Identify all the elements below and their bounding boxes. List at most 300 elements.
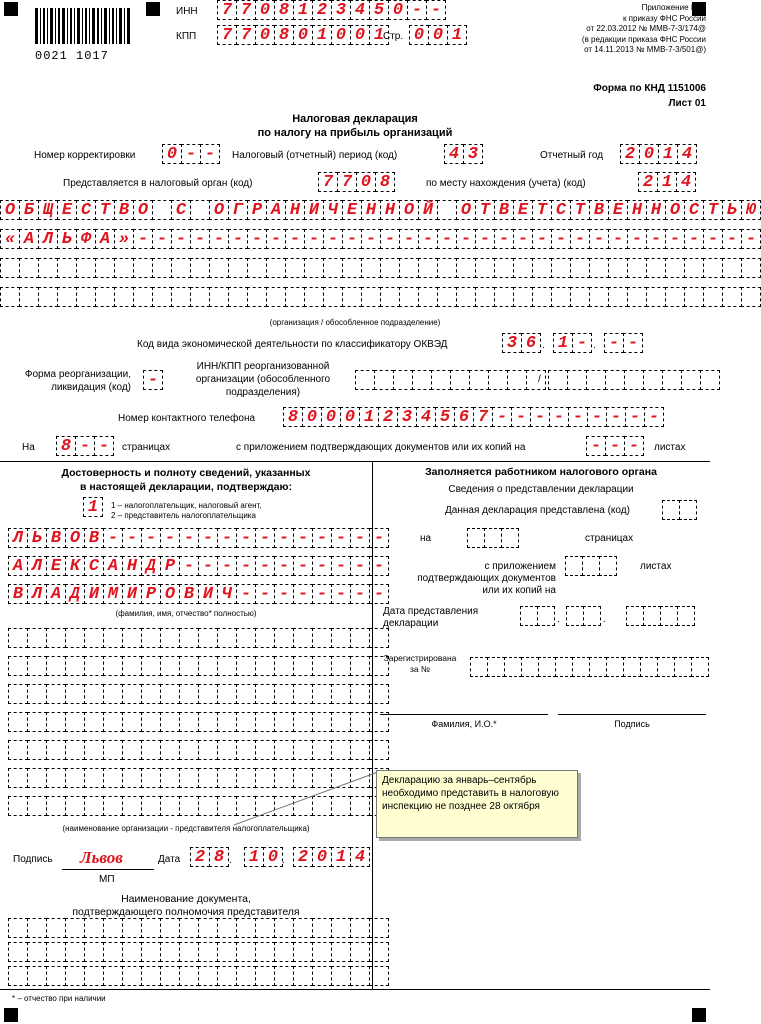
grid-cell[interactable]: - <box>350 556 370 576</box>
grid-cell[interactable] <box>350 918 370 938</box>
on-grid[interactable] <box>467 528 518 548</box>
grid-cell[interactable]: 4 <box>444 144 464 164</box>
grid-cell[interactable]: 4 <box>416 407 436 427</box>
grid-cell[interactable] <box>342 287 362 307</box>
right-date-year[interactable] <box>626 606 694 626</box>
grid-cell[interactable] <box>606 657 624 677</box>
grid-cell[interactable]: С <box>684 200 704 220</box>
grid-cell[interactable]: Л <box>27 556 47 576</box>
grid-cell[interactable]: 0 <box>639 144 659 164</box>
grid-cell[interactable] <box>681 370 701 390</box>
phone-grid[interactable] <box>283 407 663 427</box>
grid-cell[interactable]: Л <box>27 584 47 604</box>
grid-cell[interactable] <box>312 712 332 732</box>
grid-cell[interactable] <box>312 684 332 704</box>
grid-cell[interactable] <box>274 966 294 986</box>
grid-cell[interactable] <box>27 712 47 732</box>
grid-cell[interactable]: Р <box>247 200 267 220</box>
grid-cell[interactable] <box>160 796 180 816</box>
grid-cell[interactable] <box>589 258 609 278</box>
grid-cell[interactable] <box>274 656 294 676</box>
grid-cell[interactable] <box>412 370 432 390</box>
grid-cell[interactable]: 1 <box>244 847 264 867</box>
grid-cell[interactable] <box>475 258 495 278</box>
grid-cell[interactable] <box>605 370 625 390</box>
grid-cell[interactable] <box>677 606 695 626</box>
grid-cell[interactable] <box>526 370 546 390</box>
grid-cell[interactable] <box>513 287 533 307</box>
grid-cell[interactable] <box>190 200 210 220</box>
patronymic-grid[interactable] <box>8 584 388 604</box>
grid-cell[interactable] <box>179 628 199 648</box>
date-year-grid[interactable] <box>293 847 369 867</box>
grid-cell[interactable]: Е <box>46 556 66 576</box>
grid-cell[interactable]: - <box>331 528 351 548</box>
grid-cell[interactable] <box>152 287 172 307</box>
grid-cell[interactable]: - <box>456 229 476 249</box>
grid-cell[interactable]: 7 <box>236 0 256 20</box>
grid-cell[interactable] <box>236 684 256 704</box>
grid-cell[interactable]: Н <box>361 200 381 220</box>
grid-cell[interactable]: - <box>274 584 294 604</box>
grid-cell[interactable] <box>141 740 161 760</box>
grid-cell[interactable]: 5 <box>369 0 389 20</box>
grid-cell[interactable] <box>437 258 457 278</box>
grid-cell[interactable]: - <box>475 229 495 249</box>
grid-cell[interactable]: - <box>312 584 332 604</box>
grid-cell[interactable] <box>538 657 556 677</box>
grid-cell[interactable] <box>236 918 256 938</box>
grid-cell[interactable]: « <box>0 229 20 249</box>
grid-cell[interactable] <box>8 796 28 816</box>
grid-cell[interactable]: 8 <box>283 407 303 427</box>
grid-cell[interactable] <box>369 966 389 986</box>
grid-cell[interactable] <box>46 684 66 704</box>
grid-cell[interactable] <box>65 712 85 732</box>
grid-cell[interactable] <box>350 656 370 676</box>
grid-cell[interactable] <box>228 287 248 307</box>
grid-cell[interactable] <box>304 258 324 278</box>
grid-cell[interactable] <box>589 657 607 677</box>
grid-cell[interactable]: В <box>494 200 514 220</box>
grid-cell[interactable] <box>236 942 256 962</box>
grid-cell[interactable] <box>293 656 313 676</box>
grid-cell[interactable] <box>551 258 571 278</box>
grid-cell[interactable]: В <box>179 584 199 604</box>
grid-cell[interactable]: - <box>551 229 571 249</box>
grid-cell[interactable]: - <box>198 556 218 576</box>
grid-cell[interactable] <box>84 712 104 732</box>
grid-cell[interactable] <box>342 258 362 278</box>
grid-cell[interactable]: - <box>342 229 362 249</box>
grid-cell[interactable] <box>643 606 661 626</box>
grid-cell[interactable] <box>179 918 199 938</box>
grid-cell[interactable] <box>65 768 85 788</box>
grid-cell[interactable] <box>255 712 275 732</box>
grid-cell[interactable]: Й <box>418 200 438 220</box>
grid-cell[interactable] <box>122 656 142 676</box>
grid-cell[interactable] <box>507 370 527 390</box>
grid-cell[interactable] <box>27 684 47 704</box>
grid-cell[interactable] <box>27 740 47 760</box>
grid-cell[interactable] <box>141 712 161 732</box>
grid-cell[interactable] <box>494 258 514 278</box>
grid-cell[interactable] <box>369 740 389 760</box>
grid-cell[interactable]: 0 <box>388 0 408 20</box>
grid-cell[interactable]: С <box>171 200 191 220</box>
grid-cell[interactable]: О <box>209 200 229 220</box>
grid-cell[interactable]: 2 <box>620 144 640 164</box>
grid-cell[interactable] <box>274 740 294 760</box>
grid-cell[interactable] <box>361 258 381 278</box>
rep-row-1[interactable] <box>8 628 388 648</box>
grid-cell[interactable] <box>393 370 413 390</box>
grid-cell[interactable]: - <box>236 584 256 604</box>
grid-cell[interactable] <box>236 966 256 986</box>
grid-cell[interactable] <box>65 796 85 816</box>
grid-cell[interactable] <box>323 287 343 307</box>
grid-cell[interactable] <box>190 287 210 307</box>
grid-cell[interactable]: - <box>369 528 389 548</box>
grid-cell[interactable]: - <box>331 584 351 604</box>
grid-cell[interactable]: - <box>75 436 95 456</box>
grid-cell[interactable] <box>27 656 47 676</box>
grid-cell[interactable] <box>312 966 332 986</box>
grid-cell[interactable] <box>122 740 142 760</box>
grid-cell[interactable] <box>114 258 134 278</box>
grid-cell[interactable] <box>122 768 142 788</box>
grid-cell[interactable]: В <box>46 528 66 548</box>
grid-cell[interactable] <box>8 768 28 788</box>
right-date-month[interactable] <box>566 606 600 626</box>
grid-cell[interactable]: - <box>703 229 723 249</box>
grid-cell[interactable] <box>582 556 600 576</box>
grid-cell[interactable]: Р <box>160 556 180 576</box>
grid-cell[interactable]: - <box>236 556 256 576</box>
grid-cell[interactable] <box>76 287 96 307</box>
grid-cell[interactable] <box>293 966 313 986</box>
grid-cell[interactable]: О <box>399 200 419 220</box>
grid-cell[interactable] <box>274 942 294 962</box>
grid-cell[interactable] <box>198 796 218 816</box>
grid-cell[interactable] <box>599 556 617 576</box>
grid-cell[interactable] <box>209 287 229 307</box>
grid-cell[interactable] <box>38 287 58 307</box>
org-row-3[interactable] <box>0 258 760 278</box>
grid-cell[interactable] <box>27 796 47 816</box>
grid-cell[interactable]: - <box>741 229 761 249</box>
grid-cell[interactable]: Щ <box>38 200 58 220</box>
grid-cell[interactable]: 2 <box>190 847 210 867</box>
grid-cell[interactable] <box>160 656 180 676</box>
grid-cell[interactable]: - <box>492 407 512 427</box>
grid-cell[interactable] <box>198 740 218 760</box>
grid-cell[interactable] <box>179 768 199 788</box>
grid-cell[interactable]: - <box>198 528 218 548</box>
grid-cell[interactable]: - <box>228 229 248 249</box>
grid-cell[interactable] <box>217 712 237 732</box>
grid-cell[interactable] <box>665 287 685 307</box>
grid-cell[interactable] <box>437 287 457 307</box>
grid-cell[interactable] <box>217 628 237 648</box>
grid-cell[interactable]: 0 <box>255 25 275 45</box>
grid-cell[interactable] <box>380 287 400 307</box>
grid-cell[interactable] <box>583 606 601 626</box>
org-row-2[interactable] <box>0 229 760 249</box>
grid-cell[interactable]: 1 <box>658 144 678 164</box>
grid-cell[interactable]: 1 <box>657 172 677 192</box>
grid-cell[interactable] <box>84 740 104 760</box>
grid-cell[interactable]: 1 <box>293 0 313 20</box>
grid-cell[interactable]: И <box>304 200 324 220</box>
grid-cell[interactable] <box>255 684 275 704</box>
grid-cell[interactable] <box>57 258 77 278</box>
grid-cell[interactable] <box>217 656 237 676</box>
grid-cell[interactable] <box>350 966 370 986</box>
grid-cell[interactable]: 1 <box>447 25 467 45</box>
grid-cell[interactable] <box>228 258 248 278</box>
grid-cell[interactable]: 8 <box>274 25 294 45</box>
grid-cell[interactable]: А <box>46 584 66 604</box>
grid-cell[interactable] <box>65 918 85 938</box>
grid-cell[interactable] <box>660 606 678 626</box>
grid-cell[interactable] <box>323 258 343 278</box>
grid-cell[interactable]: Р <box>141 584 161 604</box>
grid-cell[interactable] <box>572 657 590 677</box>
grid-cell[interactable] <box>565 556 583 576</box>
grid-cell[interactable] <box>350 740 370 760</box>
grid-cell[interactable]: Е <box>342 200 362 220</box>
grid-cell[interactable]: 0 <box>302 407 322 427</box>
grid-cell[interactable] <box>247 258 267 278</box>
grid-cell[interactable]: - <box>350 528 370 548</box>
grid-cell[interactable] <box>38 258 58 278</box>
page-grid[interactable] <box>409 25 466 45</box>
grid-cell[interactable] <box>209 258 229 278</box>
grid-cell[interactable] <box>65 966 85 986</box>
grid-cell[interactable] <box>293 712 313 732</box>
grid-cell[interactable] <box>304 287 324 307</box>
grid-cell[interactable] <box>103 796 123 816</box>
grid-cell[interactable]: Е <box>57 200 77 220</box>
grid-cell[interactable] <box>350 684 370 704</box>
grid-cell[interactable]: 0 <box>263 847 283 867</box>
grid-cell[interactable] <box>65 628 85 648</box>
grid-cell[interactable]: 3 <box>397 407 417 427</box>
grid-cell[interactable]: С <box>551 200 571 220</box>
grid-cell[interactable] <box>548 370 568 390</box>
grid-cell[interactable]: - <box>646 229 666 249</box>
grid-cell[interactable] <box>703 287 723 307</box>
grid-cell[interactable] <box>27 966 47 986</box>
grid-cell[interactable] <box>84 796 104 816</box>
grid-cell[interactable] <box>19 287 39 307</box>
grid-cell[interactable] <box>217 918 237 938</box>
grid-cell[interactable]: С <box>84 556 104 576</box>
grid-cell[interactable]: 8 <box>209 847 229 867</box>
grid-cell[interactable] <box>198 628 218 648</box>
grid-cell[interactable]: - <box>570 229 590 249</box>
grid-cell[interactable] <box>141 942 161 962</box>
grid-cell[interactable]: Ч <box>323 200 343 220</box>
grid-cell[interactable]: - <box>181 144 201 164</box>
grid-cell[interactable]: - <box>94 436 114 456</box>
grid-cell[interactable]: - <box>532 229 552 249</box>
attach-grid[interactable] <box>586 436 643 456</box>
grid-cell[interactable] <box>8 942 28 962</box>
grid-cell[interactable] <box>487 657 505 677</box>
grid-cell[interactable] <box>691 657 709 677</box>
reorg-inn-grid[interactable] <box>355 370 545 390</box>
grid-cell[interactable] <box>46 628 66 648</box>
grid-cell[interactable]: - <box>586 436 606 456</box>
grid-cell[interactable] <box>431 370 451 390</box>
grid-cell[interactable]: - <box>608 229 628 249</box>
grid-cell[interactable]: Е <box>608 200 628 220</box>
grid-cell[interactable] <box>8 712 28 732</box>
reg-grid[interactable] <box>470 657 708 677</box>
grid-cell[interactable]: - <box>141 528 161 548</box>
grid-cell[interactable]: - <box>285 229 305 249</box>
signer-code-grid[interactable] <box>83 497 102 517</box>
okved-grid-1[interactable] <box>502 333 540 353</box>
grid-cell[interactable] <box>217 740 237 760</box>
grid-cell[interactable] <box>160 740 180 760</box>
grid-cell[interactable]: - <box>361 229 381 249</box>
grid-cell[interactable] <box>84 966 104 986</box>
grid-cell[interactable] <box>65 656 85 676</box>
grid-cell[interactable] <box>95 287 115 307</box>
grid-cell[interactable]: - <box>369 556 389 576</box>
grid-cell[interactable]: - <box>217 556 237 576</box>
grid-cell[interactable] <box>84 768 104 788</box>
grid-cell[interactable]: М <box>103 584 123 604</box>
grid-cell[interactable]: - <box>350 584 370 604</box>
grid-cell[interactable]: О <box>160 584 180 604</box>
grid-cell[interactable] <box>198 712 218 732</box>
grid-cell[interactable] <box>274 684 294 704</box>
grid-cell[interactable] <box>122 942 142 962</box>
grid-cell[interactable] <box>27 628 47 648</box>
grid-cell[interactable]: 8 <box>375 172 395 192</box>
grid-cell[interactable]: Н <box>122 556 142 576</box>
presented-grid[interactable] <box>662 500 696 520</box>
grid-cell[interactable] <box>8 740 28 760</box>
name-grid[interactable] <box>8 556 388 576</box>
grid-cell[interactable] <box>640 657 658 677</box>
grid-cell[interactable]: 1 <box>331 847 351 867</box>
grid-cell[interactable]: - <box>604 333 624 353</box>
org-row-1[interactable] <box>0 200 760 220</box>
grid-cell[interactable] <box>331 712 351 732</box>
grid-cell[interactable]: - <box>103 528 123 548</box>
grid-cell[interactable] <box>722 258 742 278</box>
grid-cell[interactable]: - <box>494 229 514 249</box>
grid-cell[interactable] <box>674 657 692 677</box>
grid-cell[interactable] <box>198 656 218 676</box>
grid-cell[interactable] <box>0 287 20 307</box>
grid-cell[interactable] <box>399 258 419 278</box>
grid-cell[interactable] <box>217 942 237 962</box>
grid-cell[interactable] <box>418 287 438 307</box>
grid-cell[interactable] <box>95 258 115 278</box>
grid-cell[interactable]: - <box>255 556 275 576</box>
grid-cell[interactable]: Е <box>513 200 533 220</box>
grid-cell[interactable] <box>665 258 685 278</box>
grid-cell[interactable] <box>236 712 256 732</box>
grid-cell[interactable]: - <box>266 229 286 249</box>
grid-cell[interactable]: А <box>266 200 286 220</box>
grid-cell[interactable]: 4 <box>676 172 696 192</box>
reorg-kpp-grid[interactable] <box>548 370 719 390</box>
grid-cell[interactable]: Т <box>703 200 723 220</box>
grid-cell[interactable] <box>741 287 761 307</box>
grid-cell[interactable]: Н <box>646 200 666 220</box>
grid-cell[interactable] <box>46 740 66 760</box>
grid-cell[interactable]: - <box>293 556 313 576</box>
grid-cell[interactable]: Ь <box>722 200 742 220</box>
grid-cell[interactable] <box>152 200 172 220</box>
grid-cell[interactable] <box>141 918 161 938</box>
grid-cell[interactable] <box>475 287 495 307</box>
grid-cell[interactable] <box>8 918 28 938</box>
grid-cell[interactable] <box>274 712 294 732</box>
grid-cell[interactable] <box>8 656 28 676</box>
grid-cell[interactable] <box>198 684 218 704</box>
okved-grid-3[interactable] <box>604 333 642 353</box>
grid-cell[interactable]: 0 <box>293 25 313 45</box>
rep-row-3[interactable] <box>8 684 388 704</box>
grid-cell[interactable] <box>46 656 66 676</box>
grid-cell[interactable] <box>520 606 538 626</box>
grid-cell[interactable]: 2 <box>378 407 398 427</box>
grid-cell[interactable] <box>355 370 375 390</box>
grid-cell[interactable]: А <box>95 229 115 249</box>
grid-cell[interactable] <box>255 942 275 962</box>
grid-cell[interactable]: - <box>418 229 438 249</box>
grid-cell[interactable]: 4 <box>350 0 370 20</box>
grid-cell[interactable] <box>65 684 85 704</box>
grid-cell[interactable] <box>0 258 20 278</box>
grid-cell[interactable] <box>103 656 123 676</box>
doc-row-2[interactable] <box>8 942 388 962</box>
grid-cell[interactable] <box>369 918 389 938</box>
grid-cell[interactable] <box>236 628 256 648</box>
org-row-4[interactable] <box>0 287 760 307</box>
grid-cell[interactable] <box>84 656 104 676</box>
grid-cell[interactable]: 3 <box>463 144 483 164</box>
grid-cell[interactable] <box>350 712 370 732</box>
grid-cell[interactable]: О <box>456 200 476 220</box>
grid-cell[interactable] <box>65 740 85 760</box>
grid-cell[interactable] <box>456 258 476 278</box>
grid-cell[interactable] <box>488 370 508 390</box>
grid-cell[interactable]: Б <box>19 200 39 220</box>
grid-cell[interactable] <box>198 942 218 962</box>
grid-cell[interactable] <box>331 684 351 704</box>
grid-cell[interactable] <box>122 796 142 816</box>
grid-cell[interactable] <box>643 370 663 390</box>
grid-cell[interactable]: 1 <box>83 497 103 517</box>
grid-cell[interactable] <box>555 657 573 677</box>
grid-cell[interactable]: - <box>572 333 592 353</box>
grid-cell[interactable] <box>570 258 590 278</box>
grid-cell[interactable]: И <box>198 584 218 604</box>
grid-cell[interactable] <box>470 657 488 677</box>
grid-cell[interactable]: 0 <box>312 847 332 867</box>
doc-row-3[interactable] <box>8 966 388 986</box>
grid-cell[interactable] <box>160 628 180 648</box>
